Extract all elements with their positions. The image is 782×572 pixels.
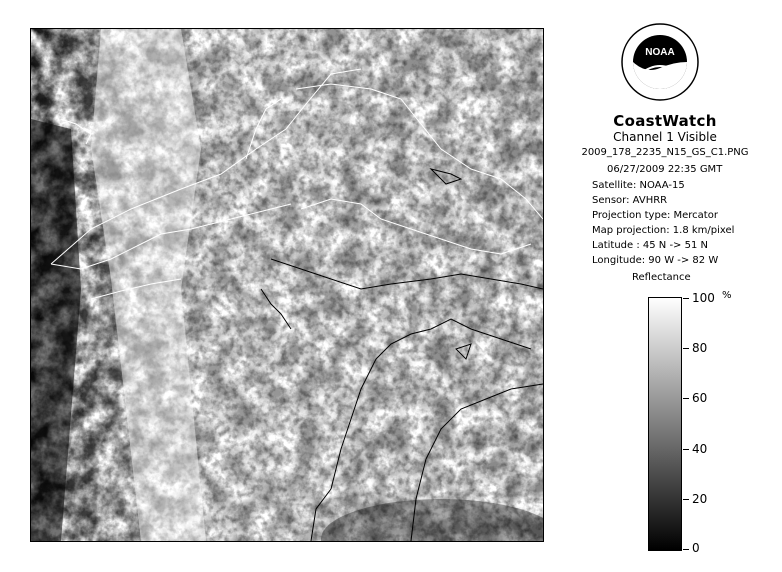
projection-type-label: Projection type: Mercator (592, 210, 718, 221)
noaa-logo-text: NOAA (645, 47, 675, 58)
colorbar-tick-label: 60 (692, 391, 708, 405)
datetime-label: 06/27/2009 22:35 GMT (607, 164, 723, 175)
colorbar-tick-label: 0 (692, 541, 700, 555)
colorbar-tick (683, 398, 689, 399)
colorbar (648, 297, 682, 551)
map-projection-label: Map projection: 1.8 km/pixel (592, 225, 735, 236)
sensor-label: Sensor: AVHRR (592, 195, 668, 206)
colorbar-tick (683, 549, 689, 550)
longitude-label: Longitude: 90 W -> 82 W (592, 255, 719, 266)
page-title: CoastWatch (613, 112, 717, 130)
colorbar-tick (683, 499, 689, 500)
noaa-logo-icon (620, 22, 700, 102)
satellite-label: Satellite: NOAA-15 (592, 180, 685, 191)
colorbar-tick (683, 298, 689, 299)
colorbar-tick-label: 20 (692, 492, 708, 506)
colorbar-tick-label: 80 (692, 341, 708, 355)
channel-label: Channel 1 Visible (613, 130, 717, 144)
colorbar-tick (683, 449, 689, 450)
filename-label: 2009_178_2235_N15_GS_C1.PNG (581, 147, 749, 158)
colorbar-tick-label: 100 (692, 291, 715, 305)
latitude-label: Latitude : 45 N -> 51 N (592, 240, 708, 251)
satellite-image (30, 28, 544, 542)
satellite-image-canvas (31, 29, 543, 541)
colorbar-tick (683, 348, 689, 349)
colorbar-unit: % (722, 290, 732, 301)
colorbar-title: Reflectance (632, 272, 691, 283)
colorbar-tick-label: 40 (692, 442, 708, 456)
